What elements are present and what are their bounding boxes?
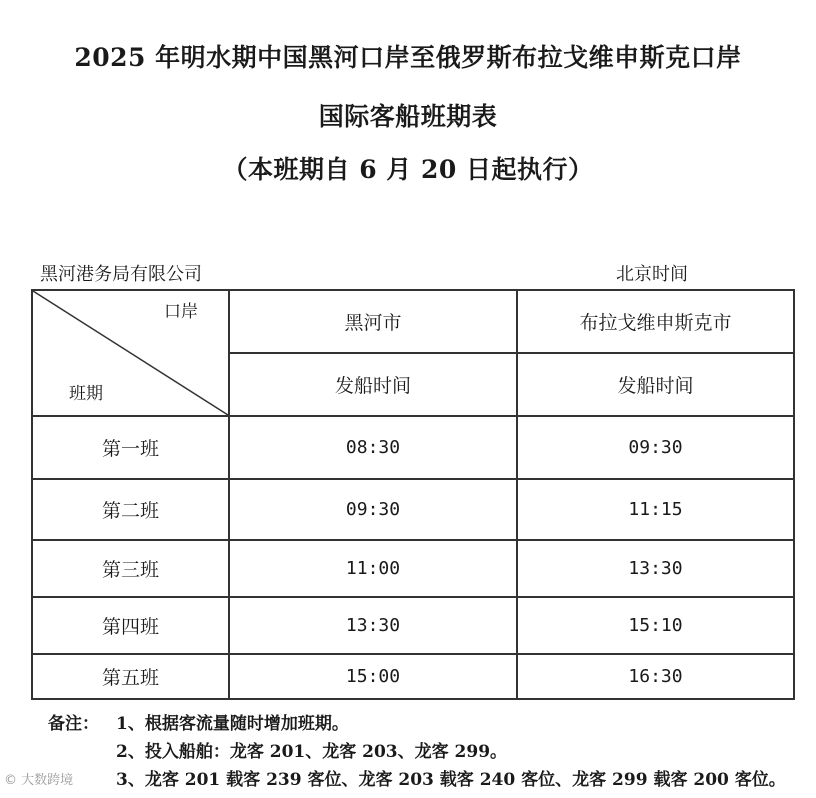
title-line-1: 2025 年明水期中国黑河口岸至俄罗斯布拉戈维申斯克口岸 [74,43,742,72]
watermark: © 大数跨境 [4,773,74,788]
departure-time-heihe: 09:30 [345,499,401,520]
header-port-blagoveshchensk: 布拉戈维申斯克市 [579,312,732,334]
title-line-3: （本班期自 6 月 20 日起执行） [222,155,594,184]
departure-time-heihe: 08:30 [345,437,401,458]
departure-time-blagoveshchensk: 13:30 [628,558,683,579]
notes-label: 备注： [48,714,99,734]
departure-time-heihe: 15:00 [345,666,401,687]
note-item: 1、根据客流量随时增加班期。 [116,714,349,734]
row-name: 第四班 [101,616,159,638]
departure-time-blagoveshchensk: 15:10 [628,615,683,636]
note-item: 2、投入船舶：龙客 201、龙客 203、龙客 299。 [116,742,508,762]
table-border-bottom [31,698,795,700]
schedule-table [31,289,795,700]
row-name: 第三班 [101,559,159,581]
timezone-label: 北京时间 [616,264,688,285]
header-departure-heihe: 发船时间 [334,375,411,397]
company-name: 黑河港务局有限公司 [40,264,202,285]
departure-time-blagoveshchensk: 09:30 [628,437,683,458]
header-departure-blagoveshchensk: 发船时间 [617,375,694,397]
note-item: 3、龙客 201 载客 239 客位、龙客 203 载客 240 客位、龙客 299 载客 200 客位。 [116,770,786,790]
header-port-heihe: 黑河市 [344,312,402,334]
row-name: 第二班 [101,500,159,522]
title-line-2: 国际客船班期表 [318,102,498,131]
departure-time-blagoveshchensk: 16:30 [628,666,683,687]
corner-label-port: 口岸 [164,302,198,322]
row-name: 第五班 [101,667,159,689]
departure-time-heihe: 13:30 [345,615,401,636]
table-border-right [793,289,795,700]
corner-label-schedule: 班期 [69,384,103,404]
departure-time-blagoveshchensk: 11:15 [628,499,683,520]
row-name: 第一班 [101,438,159,460]
departure-time-heihe: 11:00 [345,558,401,579]
corner-diagonal [31,289,230,417]
